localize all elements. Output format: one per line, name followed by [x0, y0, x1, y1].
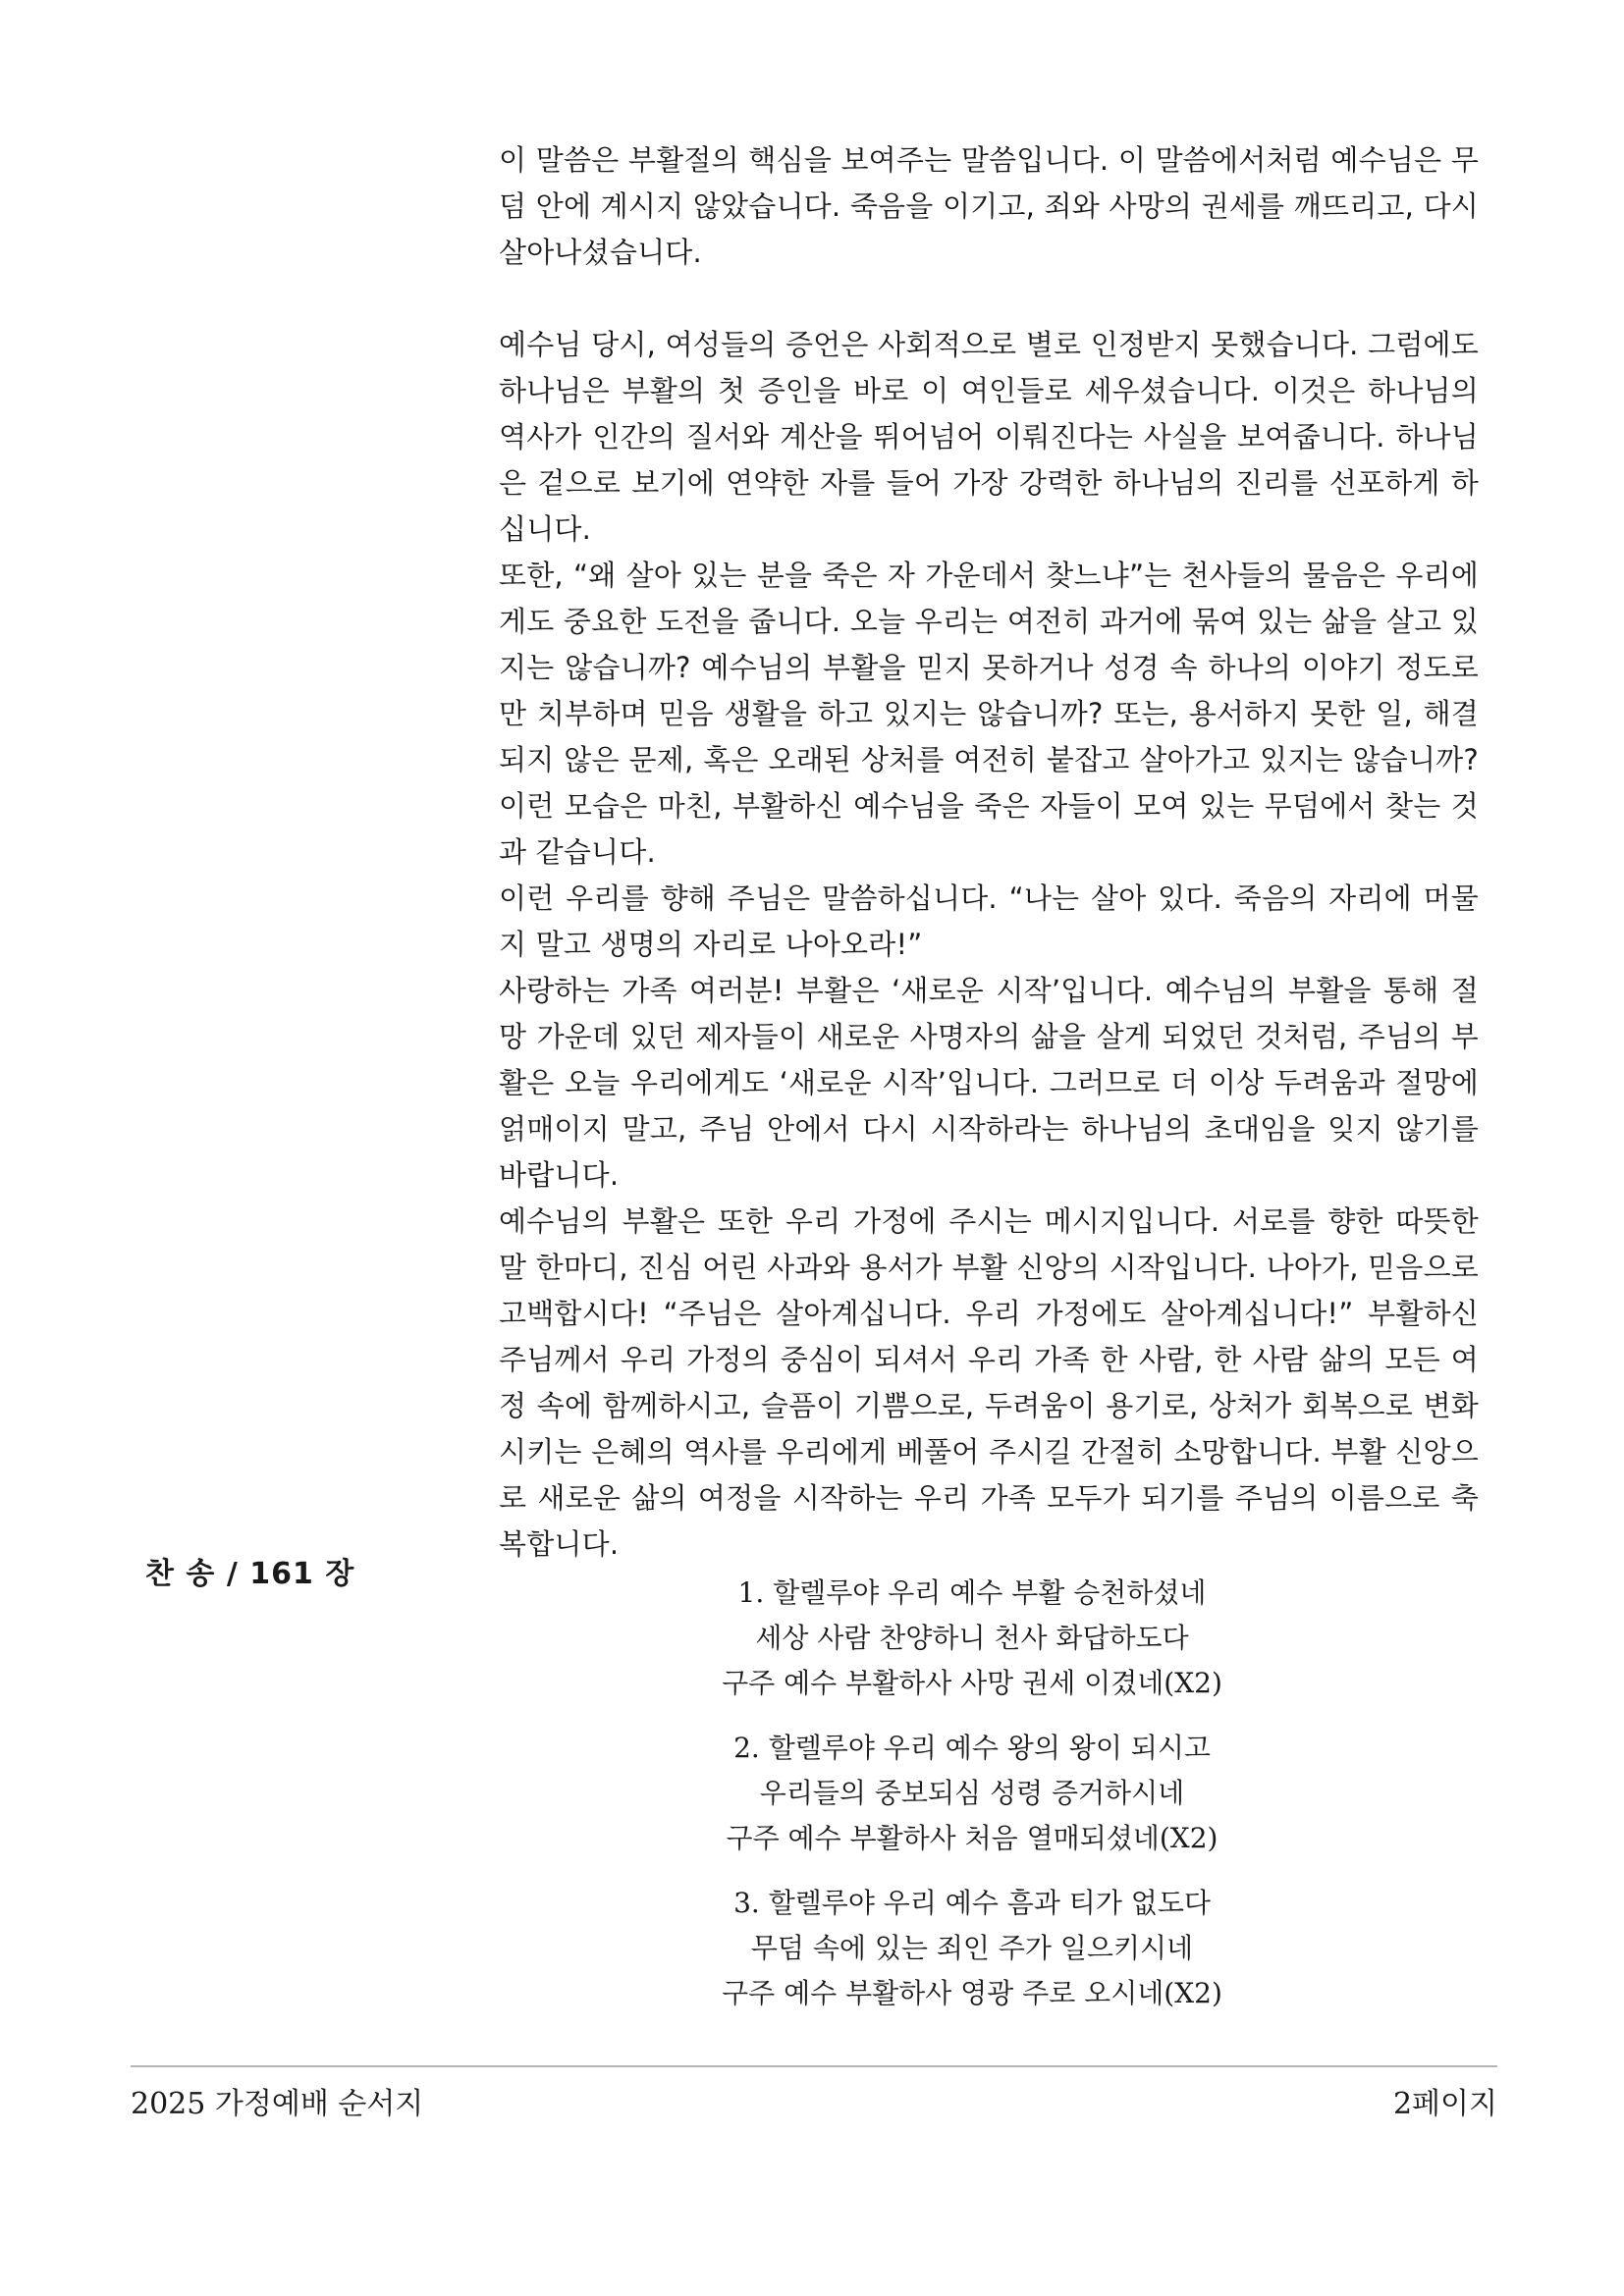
sermon-paragraph: 이 말씀은 부활절의 핵심을 보여주는 말씀입니다. 이 말씀에서처럼 예수님은 무덤 안에 계시지 않았습니다. 죽음을 이기고, 죄와 사망의 권세를 깨뜨리고, 다시 살아나셨습니다.	[499, 143, 1479, 269]
sermon-paragraph: 예수님의 부활은 또한 우리 가정에 주시는 메시지입니다. 서로를 향한 따뜻한 말 한마디, 진심 어린 사과와 용서가 부활 신앙의 시작입니다. 나아가, 믿음으로 고백합시다! “주님은 살아계십니다. 우리 가정에도 살아계십니다!” 부활하신 주님께서 우리 가정의 중심이 되셔서 우리 가족 한 사람, 한 사람 삶의 모든 여정 속에 함께하시고, 슬픔이 기쁨으로, 두려움이 용기로, 상처가 회복으로 변화시키는 은혜의 역사를 우리에게 베풀어 주시길 간절히 소망합니다. 부활 신앙으로 새로운 삶의 여정을 시작하는 우리 가족 모두가 되기를 주님의 이름으로 축복합니다.	[499, 1204, 1479, 1561]
hymn-line: 무덤 속에 있는 죄인 주가 일으키시네	[750, 1932, 1194, 1964]
sermon-paragraph: 또한, “왜 살아 있는 분을 죽은 자 가운데서 찾느냐”는 천사들의 물음은 우리에게도 중요한 도전을 줍니다. 오늘 우리는 여전히 과거에 묶여 있는 삶을 살고 있지는 않습니까? 예수님의 부활을 믿지 못하거나 성경 속 하나의 이야기 정도로만 치부하며 믿음 생활을 하고 있지는 않습니까? 또는, 용서하지 못한 일, 해결되지 않은 문제, 혹은 오래된 상처를 여전히 붙잡고 살아가고 있지는 않습니까? 이런 모습은 마친, 부활하신 예수님을 죽은 자들이 모여 있는 무덤에서 찾는 것과 같습니다.	[499, 559, 1479, 869]
hymn-line: 세상 사람 찬양하니 천사 화답하도다	[755, 1622, 1189, 1654]
hymn-verse	[687, 1726, 1257, 1861]
hymn-verse	[687, 1571, 1257, 1706]
footer-title: 2025 가정예배 순서지	[131, 2087, 424, 2121]
sermon-paragraph: 예수님 당시, 여성들의 증언은 사회적으로 별로 인정받지 못했습니다. 그럼에도 하나님은 부활의 첫 증인을 바로 이 여인들로 세우셨습니다. 이것은 하나님의 역사가 인간의 질서와 계산을 뛰어넘어 이뤄진다는 사실을 보여줍니다. 하나님은 겉으로 보기에 연약한 자를 들어 가장 강력한 하나님의 진리를 선포하게 하십니다.	[499, 328, 1479, 546]
sermon-paragraph: 사랑하는 가족 여러분! 부활은 ‘새로운 시작’입니다. 예수님의 부활을 통해 절망 가운데 있던 제자들이 새로운 사명자의 삶을 살게 되었던 것처럼, 주님의 부활은 오늘 우리에게도 ‘새로운 시작’입니다. 그러므로 더 이상 두려움과 절망에 얽매이지 말고, 주님 안에서 다시 시작하라는 하나님의 초대임을 잊지 않기를 바랍니다.	[499, 974, 1480, 1192]
hymn-line: 1. 할렐루야 우리 예수 부활 승천하셨네	[737, 1576, 1207, 1609]
hymn-verse	[687, 1881, 1257, 2016]
hymn-label: 찬 송 / 161 장	[145, 1557, 355, 1591]
hymn-line: 구주 예수 부활하사 영광 주로 오시네(X2)	[722, 1977, 1222, 2009]
hymn-line: 구주 예수 부활하사 처음 열매되셨네(X2)	[726, 1822, 1218, 1854]
footer-divider	[131, 2065, 1497, 2067]
hymn-line: 3. 할렐루야 우리 예수 흠과 티가 없도다	[733, 1887, 1211, 1919]
hymn-line: 구주 예수 부활하사 사망 권세 이겼네(X2)	[722, 1667, 1222, 1699]
hymn-lyrics	[687, 1571, 1257, 2036]
footer-page-number: 2페이지	[1392, 2087, 1497, 2121]
hymn-line: 우리들의 중보되심 성령 증거하시네	[759, 1777, 1185, 1809]
hymn-line: 2. 할렐루야 우리 예수 왕의 왕이 되시고	[733, 1732, 1211, 1764]
sermon-body	[499, 137, 1479, 1568]
sermon-paragraph: 이런 우리를 향해 주님은 말씀하십니다. “나는 살아 있다. 죽음의 자리에 머물지 말고 생명의 자리로 나아오라!”	[499, 881, 1479, 961]
